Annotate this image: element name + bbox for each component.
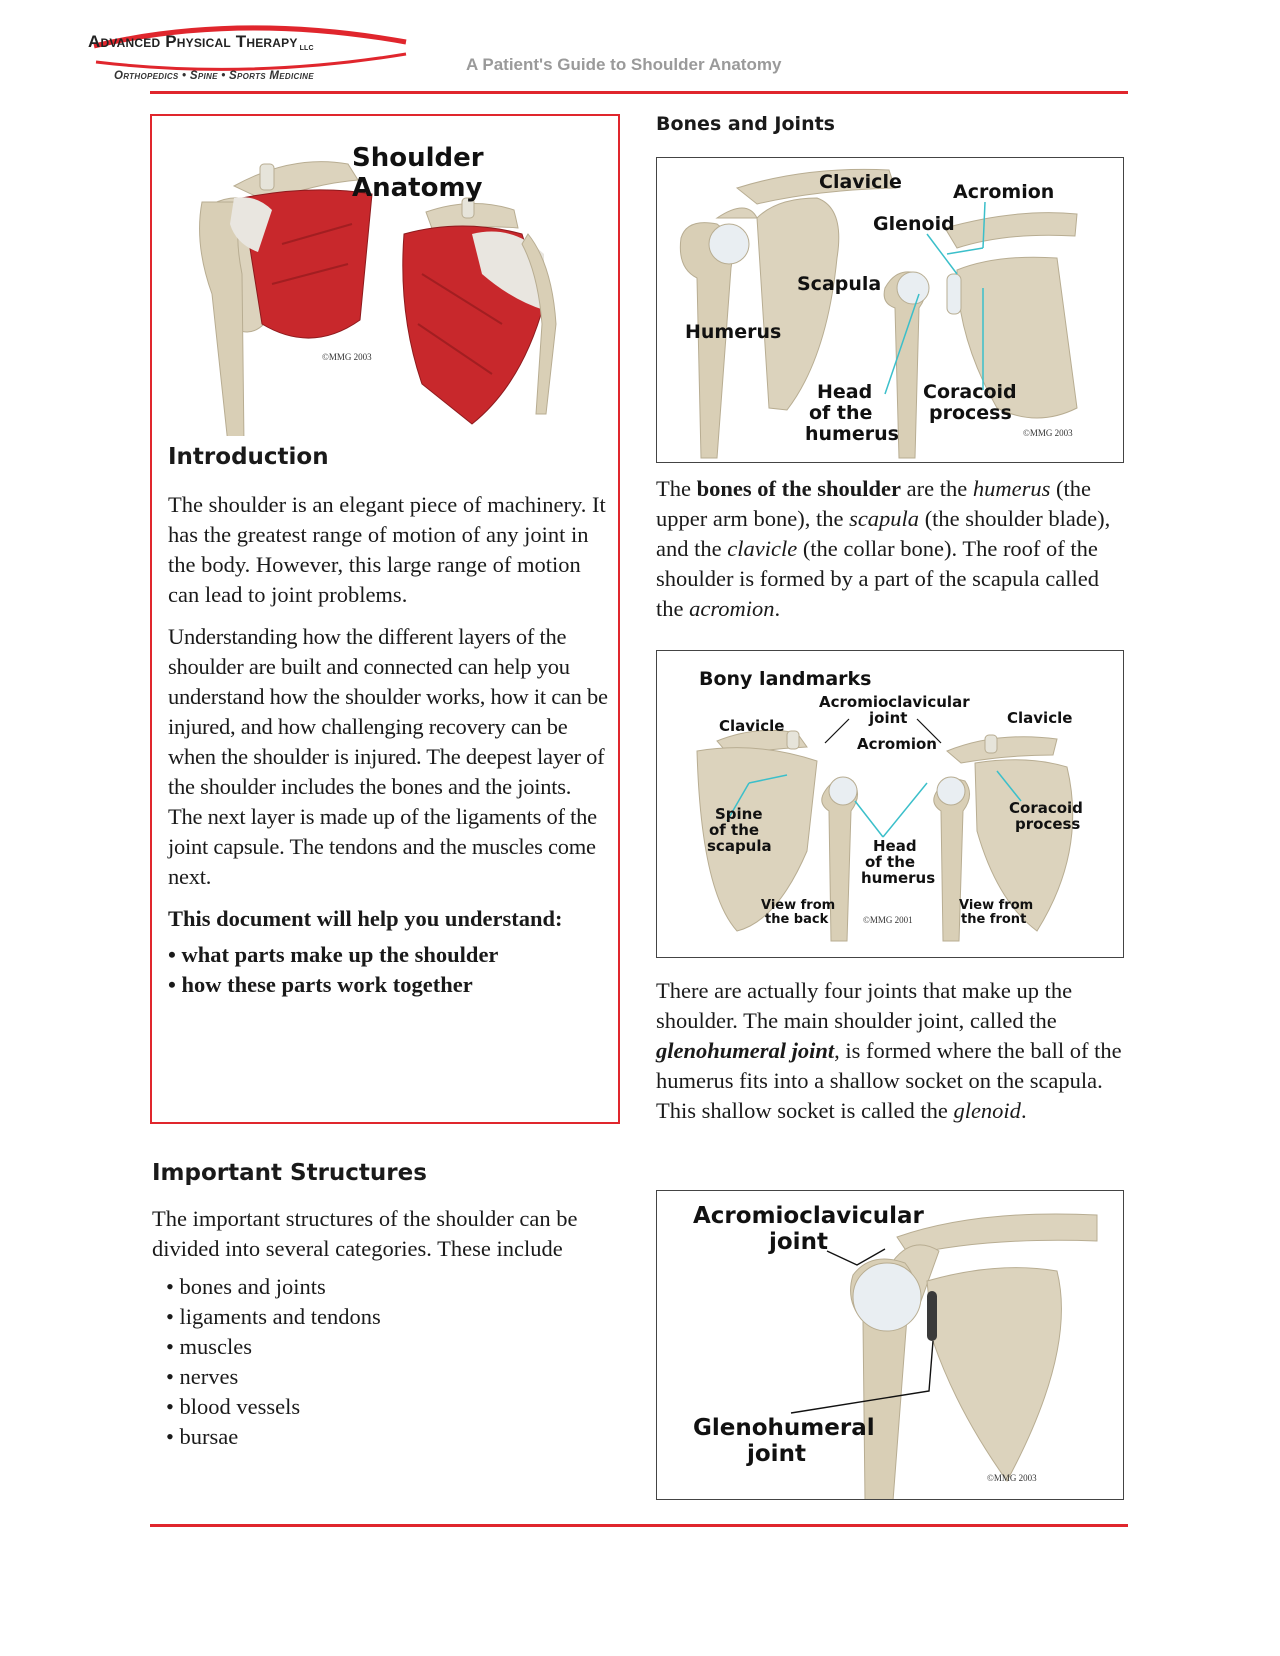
introduction-heading: Introduction — [168, 444, 329, 470]
label-back-2: the back — [765, 912, 829, 927]
help-heading: This document will help you understand: — [168, 906, 563, 931]
important-structures-heading: Important Structures — [152, 1160, 427, 1186]
logo-title: Advanced Physical Therapy LLC — [88, 32, 314, 52]
label-clavicle-right: Clavicle — [1007, 709, 1073, 727]
bones-text-c: (the shoulder blade), and the — [656, 506, 1111, 561]
intro-paragraph-1: The shoulder is an elegant piece of machinery. It has the greatest range of motion of any joint in the body. However, this large range of motion can lead to joint problems. — [168, 492, 606, 607]
term-humerus: humerus — [972, 476, 1051, 501]
help-item: • what parts make up the shoulder — [168, 942, 499, 967]
bones-text-bold: bones of the shoulder — [696, 476, 902, 501]
term-clavicle: clavicle — [727, 536, 798, 561]
label-spine-2: of the — [709, 821, 760, 839]
bones-paragraph-text — [656, 474, 1126, 624]
label-coracoid-2: process — [929, 402, 1012, 424]
bones-figure-copyright: ©MMG 2003 — [1023, 428, 1073, 438]
term-acromion: acromion — [689, 596, 775, 621]
structures-item: • ligaments and tendons — [166, 1304, 381, 1329]
label-head-1: Head — [873, 837, 917, 855]
intro-paragraph-2: Understanding how the different layers of the shoulder are built and connected can help you understand how the shoulder works, how it can be injured, and how challenging recovery can be when the shoulder is injured. The deepest layer of the shoulder includes the bones and the joints. The next layer is made up of the ligaments of the joint capsule. The tendons and the muscles come next. — [168, 624, 608, 889]
label-head-2: of the — [865, 853, 916, 871]
joints-illustration — [657, 1191, 1124, 1500]
joints-text-b: , is formed where the ball of the humerus fits into a shallow socket on the scapula. This shallow socket is called the — [656, 1038, 1122, 1123]
label-back-1: View from — [761, 898, 836, 913]
bones-illustration — [657, 158, 1124, 463]
bones-text-e: . — [774, 596, 781, 621]
joints-paragraph-text — [656, 976, 1126, 1126]
term-glenoid: glenoid — [953, 1098, 1021, 1123]
bony-landmarks-illustration — [657, 651, 1124, 958]
help-item: • how these parts work together — [168, 972, 473, 997]
label-ac-joint-1: Acromioclavicular — [693, 1203, 924, 1229]
label-ac-1: Acromioclavicular — [819, 693, 970, 711]
figure-copyright: ©MMG 2003 — [322, 352, 372, 362]
label-clavicle-left: Clavicle — [719, 717, 785, 735]
footer-rule — [150, 1524, 1128, 1527]
label-coracoid-1: Coracoid — [923, 381, 1017, 403]
introduction-box — [150, 114, 620, 1124]
joints-paragraph — [656, 976, 1126, 1126]
bones-paragraph — [656, 474, 1126, 624]
label-gh-joint-2: joint — [747, 1441, 806, 1467]
label-front-1: View from — [959, 898, 1034, 913]
label-coracoid-2: process — [1015, 815, 1081, 833]
logo-mark: LLC — [299, 45, 314, 52]
bony-landmarks-figure — [656, 650, 1124, 958]
structures-list — [152, 1272, 622, 1452]
joints-copyright: ©MMG 2003 — [987, 1473, 1037, 1483]
label-front-2: the front — [961, 912, 1027, 927]
term-scapula: scapula — [849, 506, 920, 531]
structures-paragraph: The important structures of the shoulder can be divided into several categories. These include — [152, 1206, 578, 1261]
label-head-3: humerus — [861, 869, 936, 887]
shoulder-anatomy-figure — [172, 124, 592, 436]
landmarks-title: Bony landmarks — [699, 668, 872, 690]
bones-figure — [656, 157, 1124, 463]
label-ac-joint-2: joint — [769, 1229, 828, 1255]
introduction-text — [168, 490, 608, 1000]
label-spine-1: Spine — [715, 805, 763, 823]
label-acromion: Acromion — [953, 181, 1055, 203]
joints-figure — [656, 1190, 1124, 1500]
label-head-1: Head — [817, 381, 873, 403]
bones-text-pre: The — [656, 476, 697, 501]
figure-title-line1: Shoulder — [352, 143, 484, 173]
bones-text-a: are the — [901, 476, 973, 501]
joints-text-c: . — [1020, 1098, 1027, 1123]
figure-title-line2: Anatomy — [352, 173, 483, 203]
landmarks-copyright: ©MMG 2001 — [863, 915, 913, 925]
joints-text-a: There are actually four joints that make up the shoulder. The main shoulder joint, called the — [656, 978, 1073, 1033]
label-clavicle: Clavicle — [819, 171, 902, 193]
help-list — [168, 940, 608, 1000]
label-humerus: Humerus — [685, 321, 782, 343]
header-rule — [150, 91, 1128, 94]
label-acromion: Acromion — [857, 735, 937, 753]
important-structures-text — [152, 1204, 622, 1452]
bones-joints-heading: Bones and Joints — [656, 113, 835, 135]
label-head-2: of the — [809, 402, 873, 424]
label-spine-3: scapula — [707, 837, 772, 855]
label-coracoid-1: Coracoid — [1009, 799, 1083, 817]
bones-text-d: (the collar bone). The roof of the shoulder is formed by a part of the scapula called the — [656, 536, 1099, 621]
structures-item: • bursae — [166, 1424, 239, 1449]
page-title: A Patient's Guide to Shoulder Anatomy — [466, 55, 782, 74]
label-glenoid: Glenoid — [873, 213, 955, 235]
label-ac-2: joint — [869, 709, 908, 727]
label-gh-joint-1: Glenohumeral — [693, 1415, 875, 1441]
structures-item: • muscles — [166, 1334, 252, 1359]
logo — [88, 18, 418, 90]
structures-item: • nerves — [166, 1364, 239, 1389]
label-scapula: Scapula — [797, 273, 882, 295]
structures-item: • bones and joints — [166, 1274, 326, 1299]
term-glenohumeral-joint: glenohumeral joint — [656, 1038, 835, 1063]
logo-subtitle: Orthopedics • Spine • Sports Medicine — [114, 70, 314, 82]
label-head-3: humerus — [805, 423, 899, 445]
bones-text-b: (the upper arm bone), the — [656, 476, 1091, 531]
structures-item: • blood vessels — [166, 1394, 301, 1419]
